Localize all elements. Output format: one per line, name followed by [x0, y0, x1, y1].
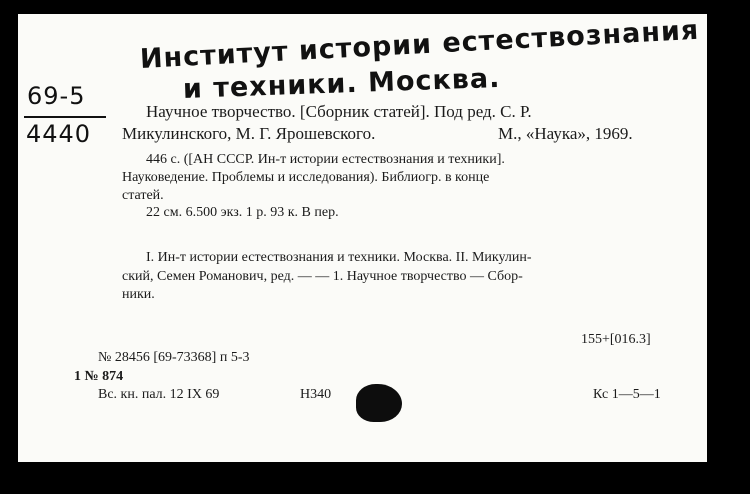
handwritten-institute-line1: Институт истории естествознания — [139, 14, 700, 75]
tracing-line-1: I. Ин-т истории естествознания и техники. Москва. II. Микулин- — [146, 250, 532, 265]
format-line: 22 см. 6.500 экз. 1 р. 93 к. В пер. — [146, 205, 339, 220]
shelf-mark-bottom: 4440 — [26, 120, 92, 148]
shelf-mark-divider — [24, 116, 106, 118]
collation-line-2: Науковедение. Проблемы и исследования). Библиогр. в конце — [122, 170, 490, 185]
classification-index: 155+[016.3] — [581, 332, 651, 347]
collation-line-1: 446 с. ([АН СССР. Ин-т истории естествознания и техники]. — [146, 152, 505, 167]
title-line-1: Научное творчество. [Сборник статей]. Под ред. С. Р. — [146, 102, 532, 121]
catalog-card — [18, 14, 707, 462]
title-line-2-imprint: М., «Наука», 1969. — [498, 124, 633, 143]
handwritten-institute-line2: и техники. Москва. — [182, 62, 501, 105]
collation-line-3: статей. — [122, 188, 164, 203]
order-number-line: № 28456 [69-73368] п 5-3 — [98, 350, 250, 365]
ink-blot-mark — [356, 384, 402, 422]
kc-number: Кс 1—5—1 — [593, 387, 661, 402]
tracing-line-2: ский, Семен Романович, ред. — — 1. Научное творчество — Сбор- — [122, 269, 523, 284]
order-number-line-2: 1 № 874 — [74, 369, 124, 384]
shelf-mark-top: 69-5 — [27, 82, 86, 110]
title-line-2-authors: Микулинского, М. Г. Ярошевского. — [122, 124, 376, 143]
tracing-line-3: ники. — [122, 287, 155, 302]
chronicle-line: Вс. кн. пал. 12 IX 69 — [98, 387, 220, 402]
code-number: Н340 — [300, 387, 332, 402]
